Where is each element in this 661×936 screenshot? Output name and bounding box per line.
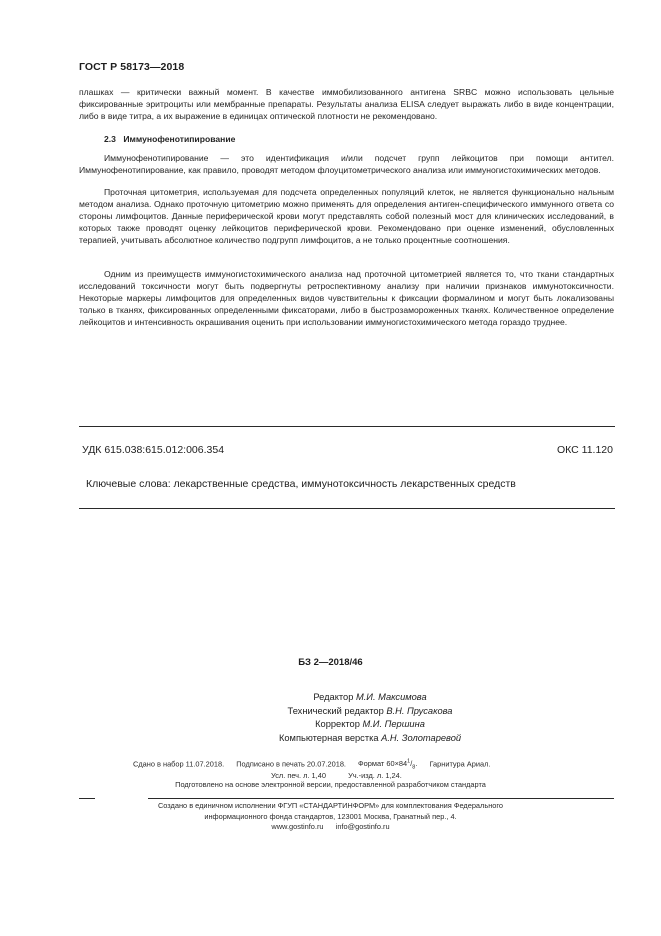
imprint-format: Формат $60\times 84^1/_8$. [358, 759, 418, 771]
credit-name: М.И. Першина [362, 719, 425, 729]
paragraph-immunophenotyping: Иммунофенотипирование — это идентификация и/или подсчет групп лейкоцитов при помощи антител. Иммунофенотипирование, как правило, проводят методом флоуцитометрического анализа или иммуногистохимических методов. [79, 153, 614, 175]
format-label: Формат 60×84 [358, 759, 408, 769]
section-title: Иммунофенотипирование [123, 134, 236, 144]
publisher-block [0, 801, 661, 833]
section-heading [104, 134, 235, 144]
imprint-typeface: Гарнитура Ариал. [429, 759, 491, 769]
format-denominator: 8 [412, 764, 416, 771]
credit-role: Корректор [315, 719, 360, 729]
credit-role: Редактор [313, 692, 354, 702]
pub-sheets: Уч.-изд. л. 1,24. [348, 771, 402, 780]
credit-line [210, 718, 530, 732]
imprint-print-sheets [271, 771, 402, 780]
credit-name: М.И. Максимова [355, 692, 427, 702]
credits-block [210, 691, 530, 745]
paragraph-flow-cytometry: Проточная цитометрия, используемая для подсчета определенных популяций клеток, не является функционально нальным методом анализа. Однако проточную цитометрию можно применять для определения антиген-специфического иммунного ответа со стороны лимфоцитов. Данные периферической крови могут представлять собой полезный мост для клинических исследований, в которых также проводят оценку лейкоцитов периферической крови. Рекомендовано при оценке изменений, обусловленных терапией, учитывать абсолютное количество подгрупп лимфоцитов, а не только процентные соотношения. [79, 187, 614, 245]
imprint-signed: Подписано в печать 20.07.2018. [236, 759, 346, 769]
divider-top [79, 426, 615, 427]
paragraph-continuation: плашках — критически важный момент. В качестве иммобилизованного антигена SRBC можно использовать цельные фиксированные эритроциты или мембранные препараты. Результаты анализа ELISA следует выражать либо в виде концентрации, либо в виде титра, а их выражение в единицах оптической плотности не рекомендовано. [79, 87, 614, 121]
imprint-prepared: Подготовлено на основе электронной версии, предоставленной разработчиком стандарта [175, 780, 486, 789]
imprint-tick [79, 798, 95, 799]
publisher-line-1: Создано в единичном исполнении ФГУП «СТАНДАРТИНФОРМ» для комплектования Федерального [157, 801, 504, 810]
credit-line [210, 691, 530, 705]
udc-code: УДК 615.038:615.012:006.354 [82, 444, 225, 456]
publisher-line-2: информационного фонда стандартов, 123001 Москва, Гранатный пер., 4. [204, 811, 457, 821]
bz-number: БЗ 2—2018/46 [298, 657, 363, 668]
oks-code: ОКС 11.120 [556, 444, 613, 456]
imprint-line-1 [133, 759, 490, 771]
credit-name: А.Н. Золотаревой [381, 732, 462, 743]
credit-line [210, 705, 530, 719]
divider-bottom [79, 508, 615, 509]
print-sheets: Усл. печ. л. 1,40 [271, 771, 326, 780]
format-numerator: 1 [407, 759, 411, 765]
publisher-email[interactable]: info@gostinfo.ru [335, 822, 390, 831]
credit-name: В.Н. Прусакова [386, 705, 453, 716]
keywords: Ключевые слова: лекарственные средства, иммунотоксичность лекарственных средств [86, 478, 516, 490]
credit-line [210, 732, 530, 746]
publisher-contacts [0, 822, 661, 833]
document-header: ГОСТ Р 58173—2018 [79, 61, 185, 73]
section-number: 2.3 [104, 134, 116, 144]
paragraph-immunohistochemistry: Одним из преимуществ иммуногистохимического анализа над проточной цитометрией является то, что ткани стандартных исследований токсичности могут быть подвергнуты ретроспективному анализу при наличии признаков иммунотоксичности. Некоторые маркеры лимфоцитов для определенных видов чувствительны к фиксации формалином и могут быть локализованы только в тканях, фиксированных определенными фиксаторами, либо в быстрозамороженных тканях. Количественное определение лейкоцитов и интенсивность окрашивания оценить при использовании иммуногистохимического метода гораздо труднее. [79, 269, 614, 327]
publisher-website[interactable]: www.gostinfo.ru [271, 822, 324, 831]
credit-role: Компьютерная верстка [278, 732, 379, 743]
credit-role: Технический редактор [287, 705, 384, 716]
imprint-submitted: Сдано в набор 11.07.2018. [133, 759, 225, 769]
divider-imprint [148, 798, 614, 799]
